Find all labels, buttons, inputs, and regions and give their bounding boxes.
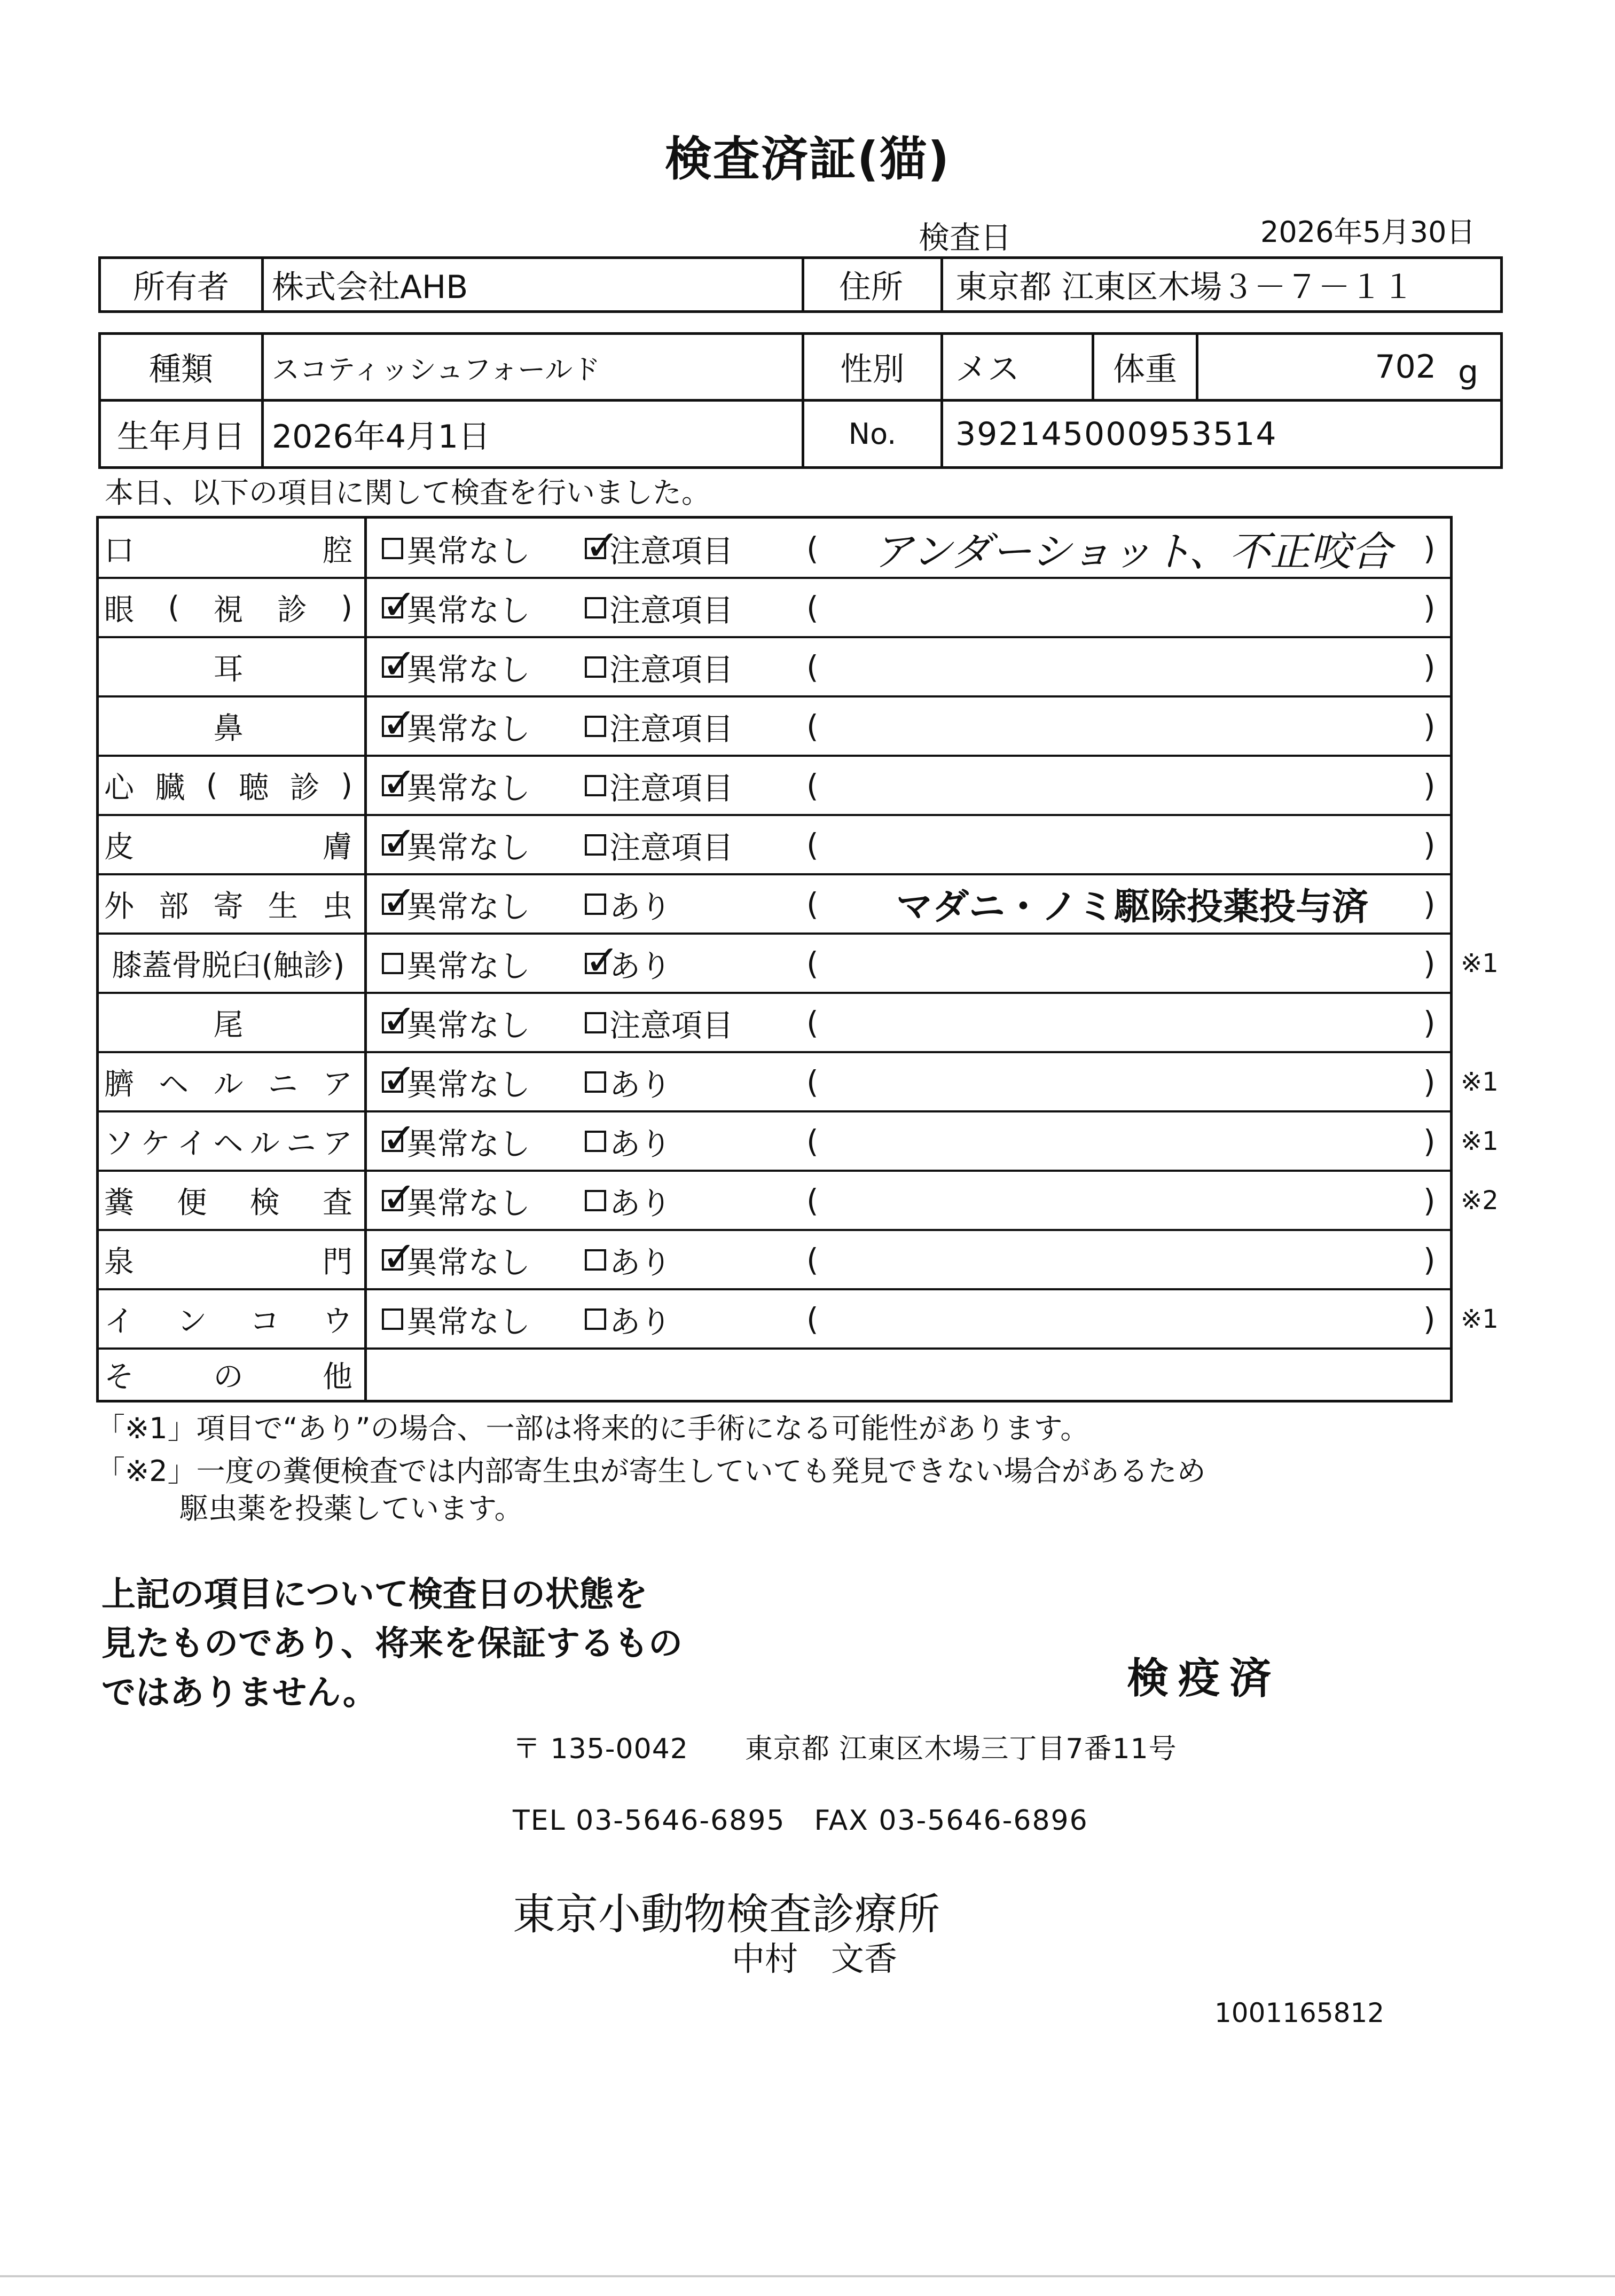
checkmark-icon: ✓ — [382, 1173, 417, 1222]
option-caution[interactable] — [585, 934, 671, 993]
note-open-paren: ( — [806, 826, 819, 863]
note-close-paren: ) — [1423, 530, 1436, 567]
note-close-paren: ) — [1423, 886, 1436, 922]
option-label: 異常なし — [406, 829, 531, 866]
checkmark-icon: ✓ — [382, 1055, 417, 1103]
row-label — [104, 1111, 358, 1171]
note-open-paren: ( — [806, 1063, 819, 1100]
checkbox[interactable] — [382, 996, 417, 1044]
option-normal[interactable] — [382, 519, 530, 578]
row-label-part: 便 — [177, 1185, 207, 1220]
checklist-row — [99, 756, 1450, 815]
option-label: あり — [609, 1066, 672, 1103]
birthdate-value: 2026年4月1日 — [272, 418, 491, 456]
option-caution[interactable] — [585, 874, 671, 934]
option-caution[interactable] — [585, 1230, 671, 1289]
option-caution[interactable] — [585, 1171, 671, 1230]
row-label-part: 生 — [268, 889, 298, 924]
option-caution[interactable] — [585, 756, 733, 815]
row-label — [104, 637, 358, 696]
row-label-part: ル — [213, 1067, 244, 1102]
option-label: 異常なし — [406, 770, 531, 806]
checkmark-icon: ✓ — [382, 581, 417, 629]
note-open-paren: ( — [806, 589, 819, 626]
row-label-part: 門 — [323, 1244, 352, 1280]
document-title: 検査済証(猫) — [664, 131, 951, 186]
row-label-part: ア — [323, 1067, 352, 1102]
note-close-paren: ) — [1423, 1123, 1436, 1159]
row-label — [104, 815, 358, 874]
option-normal[interactable] — [382, 1111, 530, 1171]
row-label-part: ケ — [140, 1126, 171, 1161]
row-label-part: 糞 — [104, 1185, 134, 1220]
option-normal[interactable] — [382, 1052, 530, 1111]
option-label: 異常なし — [406, 1303, 531, 1340]
address-label: 住所 — [839, 269, 903, 306]
checklist-row — [99, 1052, 1499, 1111]
row-label-part: イ — [177, 1126, 207, 1161]
row-note — [846, 1289, 1418, 1349]
sex-label: 性別 — [840, 351, 905, 388]
option-label: 異常なし — [406, 888, 531, 925]
checkmark-icon: ✓ — [382, 877, 417, 926]
option-label: 注意項目 — [609, 770, 734, 806]
row-label-part: 泉 — [104, 1244, 134, 1280]
option-normal[interactable] — [382, 1289, 530, 1349]
option-label: 注意項目 — [609, 651, 734, 688]
option-caution[interactable] — [585, 1289, 671, 1349]
checkbox[interactable] — [585, 894, 606, 915]
footnote-1: 「※1」項目で“あり”の場合、一部は将来的に手術になる可能性があります。 — [96, 1412, 1089, 1445]
row-label-part: ソ — [104, 1126, 134, 1161]
checklist-row — [99, 1289, 1499, 1349]
footnote-mark: ※1 — [1461, 948, 1499, 978]
option-label: 異常なし — [406, 1185, 531, 1221]
row-note — [846, 1111, 1418, 1171]
footnote-mark: ※1 — [1461, 1067, 1499, 1097]
note-open-paren: ( — [806, 708, 819, 745]
checkbox[interactable] — [382, 1308, 403, 1330]
checkmark-icon: ✓ — [585, 936, 620, 985]
owner-label: 所有者 — [133, 269, 229, 306]
checklist-row — [99, 578, 1450, 637]
option-label: あり — [609, 1185, 672, 1221]
note-open-paren: ( — [806, 886, 819, 922]
checkbox[interactable] — [382, 640, 417, 688]
note-close-paren: ) — [1423, 589, 1436, 626]
option-label: 注意項目 — [609, 1007, 734, 1044]
checkbox[interactable] — [382, 1114, 417, 1163]
option-caution[interactable] — [585, 519, 733, 578]
option-label: 異常なし — [406, 1125, 531, 1162]
checkbox[interactable] — [585, 1308, 606, 1330]
weight-label: 体重 — [1113, 351, 1177, 388]
row-label-part: 検 — [249, 1185, 280, 1220]
checklist-row — [99, 1230, 1450, 1289]
row-note — [846, 1171, 1418, 1230]
option-label: 異常なし — [406, 1244, 531, 1281]
row-label-part: ニ — [268, 1067, 298, 1102]
checkbox[interactable] — [382, 699, 417, 748]
row-label-part: ) — [341, 768, 352, 803]
option-caution[interactable] — [585, 696, 733, 756]
checkbox[interactable] — [382, 581, 417, 629]
row-label-part: 診 — [289, 770, 320, 805]
row-note — [846, 993, 1418, 1052]
row-label-part: 臍 — [104, 1067, 134, 1102]
disclaimer-line: 上記の項目について検査日の状態を — [101, 1575, 648, 1615]
row-label — [104, 1289, 358, 1349]
breed-label: 種類 — [149, 351, 213, 388]
row-label-part: 鼻 — [213, 711, 244, 746]
owner-value: 株式会社AHB — [272, 269, 468, 306]
option-label: あり — [609, 1244, 672, 1281]
option-label: あり — [609, 1125, 672, 1162]
checkbox[interactable] — [585, 1249, 606, 1271]
row-label-part: ( — [206, 768, 218, 803]
note-open-paren: ( — [806, 1241, 819, 1278]
option-label: 注意項目 — [609, 592, 734, 629]
scan-edge-line — [0, 2275, 1615, 2277]
footnote-2-line-1: 「※2」一度の糞便検査では内部寄生虫が寄生していても発見できない場合があるため — [96, 1454, 1206, 1488]
checklist-row — [99, 815, 1450, 874]
row-label-part: 虫 — [323, 889, 352, 924]
checkbox[interactable] — [382, 1173, 417, 1222]
checkbox[interactable] — [585, 716, 606, 737]
sex-value: メス — [955, 351, 1020, 388]
row-label — [104, 1230, 358, 1289]
weight-value: 702 — [1375, 348, 1436, 386]
breed-value: スコティッシュフォールド — [272, 354, 601, 386]
veterinarian-name: 中村 文香 — [732, 1939, 898, 1978]
checkbox[interactable] — [585, 1190, 606, 1211]
row-note — [846, 815, 1418, 874]
row-label-part: 視 — [213, 592, 244, 628]
checkmark-icon: ✓ — [382, 758, 417, 807]
row-label-part: 診 — [277, 592, 307, 628]
row-label-part: 皮 — [104, 829, 134, 865]
note-open-paren: ( — [806, 1182, 819, 1219]
owner-table — [98, 256, 1503, 313]
option-label: あり — [609, 888, 672, 925]
exam-date: 2026年5月30日 — [1260, 215, 1476, 249]
row-note — [846, 696, 1418, 756]
checkmark-icon: ✓ — [382, 699, 417, 748]
checkbox[interactable] — [585, 834, 606, 856]
checklist-row-other — [99, 1349, 1450, 1401]
note-close-paren: ) — [1423, 1241, 1436, 1278]
option-caution[interactable] — [585, 993, 733, 1052]
row-label-part: イ — [104, 1304, 134, 1339]
number-value: 392145000953514 — [955, 415, 1277, 453]
footnote-mark: ※1 — [1461, 1304, 1499, 1334]
checkmark-icon: ✓ — [382, 996, 417, 1044]
checkbox[interactable] — [382, 1233, 417, 1281]
row-label — [104, 1349, 358, 1401]
option-normal[interactable] — [382, 756, 530, 815]
option-caution[interactable] — [585, 815, 733, 874]
option-label: 異常なし — [406, 532, 531, 569]
row-label — [104, 578, 358, 637]
row-label-part: ニ — [286, 1126, 316, 1161]
checkmark-icon: ✓ — [382, 818, 417, 866]
clinic-phone-fax: TEL 03-5646-6895 FAX 03-5646-6896 — [513, 1805, 1088, 1837]
option-label: あり — [609, 1303, 672, 1340]
row-label-part: 膚 — [323, 829, 352, 865]
checkbox[interactable] — [585, 521, 620, 570]
row-note — [846, 578, 1418, 637]
checkbox[interactable] — [585, 656, 606, 678]
option-label: 注意項目 — [609, 710, 734, 747]
option-normal[interactable] — [382, 874, 530, 934]
option-label: 異常なし — [406, 592, 531, 629]
note-open-paren: ( — [806, 1123, 819, 1159]
note-open-paren: ( — [806, 945, 819, 982]
checklist-row — [99, 637, 1450, 696]
option-normal[interactable] — [382, 1171, 530, 1230]
option-normal[interactable] — [382, 993, 530, 1052]
disclaimer — [101, 1570, 683, 1718]
clinic-address: 〒 135-0042 東京都 江東区木場三丁目7番11号 — [513, 1733, 1177, 1765]
row-label — [104, 934, 358, 993]
option-label: あり — [609, 947, 672, 984]
inspection-checklist — [96, 516, 1499, 1402]
row-label-part: ヘ — [159, 1067, 189, 1102]
row-label-part: ) — [341, 590, 352, 625]
checklist-row — [99, 874, 1450, 934]
note-close-paren: ) — [1423, 945, 1436, 982]
row-note — [846, 934, 1418, 993]
row-note — [846, 1052, 1418, 1111]
note-open-paren: ( — [806, 1300, 819, 1337]
row-note: アンダーショット、不正咬合 — [872, 528, 1392, 575]
checklist-row — [99, 1171, 1499, 1230]
checkbox[interactable] — [585, 1071, 606, 1093]
row-label-part: ン — [177, 1304, 207, 1339]
weight-unit: g — [1457, 354, 1479, 391]
footnote-2-line-2: 駆虫薬を投薬しています。 — [179, 1492, 523, 1525]
row-note: マダニ・ノミ駆除投薬投与済 — [896, 886, 1368, 928]
row-label — [104, 1171, 358, 1230]
row-label — [104, 993, 358, 1052]
note-open-paren: ( — [806, 530, 819, 567]
address-value: 東京都 江東区木場３－７－１１ — [955, 269, 1415, 306]
checklist-row — [99, 519, 1450, 578]
row-label-part: 寄 — [213, 889, 244, 924]
option-normal[interactable] — [382, 696, 530, 756]
option-caution[interactable] — [585, 637, 733, 696]
note-close-paren: ) — [1423, 1182, 1436, 1219]
option-normal[interactable] — [382, 578, 530, 637]
note-open-paren: ( — [806, 767, 819, 804]
row-label-part: 査 — [322, 1185, 352, 1220]
checklist-row — [99, 696, 1450, 756]
number-label: No. — [848, 417, 897, 451]
row-label — [104, 519, 358, 578]
option-label: 異常なし — [406, 651, 531, 688]
checkmark-icon: ✓ — [585, 521, 620, 570]
option-label: 注意項目 — [609, 829, 734, 866]
checkbox[interactable] — [382, 758, 417, 807]
row-label — [104, 756, 358, 815]
checkbox[interactable] — [585, 775, 606, 796]
row-label-part: の — [213, 1360, 244, 1394]
pet-info-table — [98, 332, 1503, 469]
row-label-part: 外 — [104, 889, 134, 924]
row-note — [846, 1230, 1418, 1289]
row-note — [846, 637, 1418, 696]
row-label-part: 尾 — [213, 1007, 244, 1043]
note-close-paren: ) — [1423, 1300, 1436, 1337]
option-caution[interactable] — [585, 578, 733, 637]
option-caution[interactable] — [585, 1111, 671, 1171]
row-label-part: 口 — [104, 533, 134, 568]
note-close-paren: ) — [1423, 708, 1436, 745]
row-label — [104, 1052, 358, 1111]
option-label: 異常なし — [406, 1007, 531, 1044]
note-open-paren: ( — [806, 1004, 819, 1041]
checkbox[interactable] — [382, 538, 403, 559]
checkbox[interactable] — [382, 877, 417, 926]
birthdate-label: 生年月日 — [117, 418, 245, 456]
checklist-row — [99, 993, 1450, 1052]
option-normal[interactable] — [382, 637, 530, 696]
option-label: 異常なし — [406, 710, 531, 747]
checkbox[interactable] — [585, 597, 606, 618]
checklist-row — [99, 1111, 1499, 1171]
row-label-part: 膝蓋骨脱臼(触診) — [112, 948, 345, 983]
row-label-part: ア — [322, 1126, 352, 1161]
row-label — [104, 874, 358, 934]
row-label-part: コ — [249, 1304, 280, 1339]
row-label-part: 聴 — [239, 770, 269, 805]
row-label-part: ヘ — [213, 1126, 244, 1161]
note-open-paren: ( — [806, 648, 819, 685]
checkbox[interactable] — [382, 818, 417, 866]
row-label-part: ( — [168, 590, 180, 625]
row-label-part: 眼 — [104, 592, 134, 628]
option-label: 注意項目 — [609, 532, 734, 569]
row-label-part: そ — [104, 1360, 134, 1394]
row-label-part: 他 — [323, 1360, 352, 1394]
row-label-part: 腔 — [323, 533, 352, 568]
option-normal[interactable] — [382, 1230, 530, 1289]
checkbox[interactable] — [382, 953, 403, 974]
checkbox[interactable] — [382, 1055, 417, 1103]
option-label: 異常なし — [406, 1066, 531, 1103]
exam-date-label: 検査日 — [919, 220, 1012, 256]
intro-text: 本日、以下の項目に関して検査を行いました。 — [105, 476, 710, 510]
row-label — [104, 696, 358, 756]
checkbox[interactable] — [585, 1131, 606, 1152]
quarantine-stamp: 検疫済 — [1127, 1655, 1281, 1703]
checkbox[interactable] — [585, 936, 620, 985]
row-note — [846, 756, 1418, 815]
footnote-mark: ※2 — [1461, 1185, 1499, 1216]
checkmark-icon: ✓ — [382, 1114, 417, 1163]
option-normal[interactable] — [382, 815, 530, 874]
row-label-part: 心 — [104, 770, 134, 805]
option-normal[interactable] — [382, 934, 530, 993]
row-label-part: ル — [249, 1126, 280, 1161]
serial-number: 1001165812 — [1214, 1997, 1385, 2028]
option-label: 異常なし — [406, 947, 531, 984]
option-caution[interactable] — [585, 1052, 671, 1111]
row-label-part: ウ — [322, 1304, 352, 1339]
checkmark-icon: ✓ — [382, 1233, 417, 1281]
note-close-paren: ) — [1423, 1004, 1436, 1041]
clinic-name: 東京小動物検査診療所 — [513, 1890, 940, 1939]
disclaimer-line: 見たものであり、将来を保証するもの — [101, 1624, 683, 1664]
checkmark-icon: ✓ — [382, 640, 417, 688]
row-label-part: 部 — [159, 889, 189, 924]
checklist-row — [99, 934, 1499, 993]
note-close-paren: ) — [1423, 826, 1436, 863]
note-close-paren: ) — [1423, 1063, 1436, 1100]
footnote-mark: ※1 — [1461, 1126, 1499, 1156]
row-label-part: 耳 — [213, 652, 244, 687]
row-label-part: 臓 — [155, 770, 185, 805]
note-close-paren: ) — [1423, 648, 1436, 685]
checkbox[interactable] — [585, 1012, 606, 1033]
note-close-paren: ) — [1423, 767, 1436, 804]
disclaimer-line: ではありません。 — [101, 1673, 377, 1713]
